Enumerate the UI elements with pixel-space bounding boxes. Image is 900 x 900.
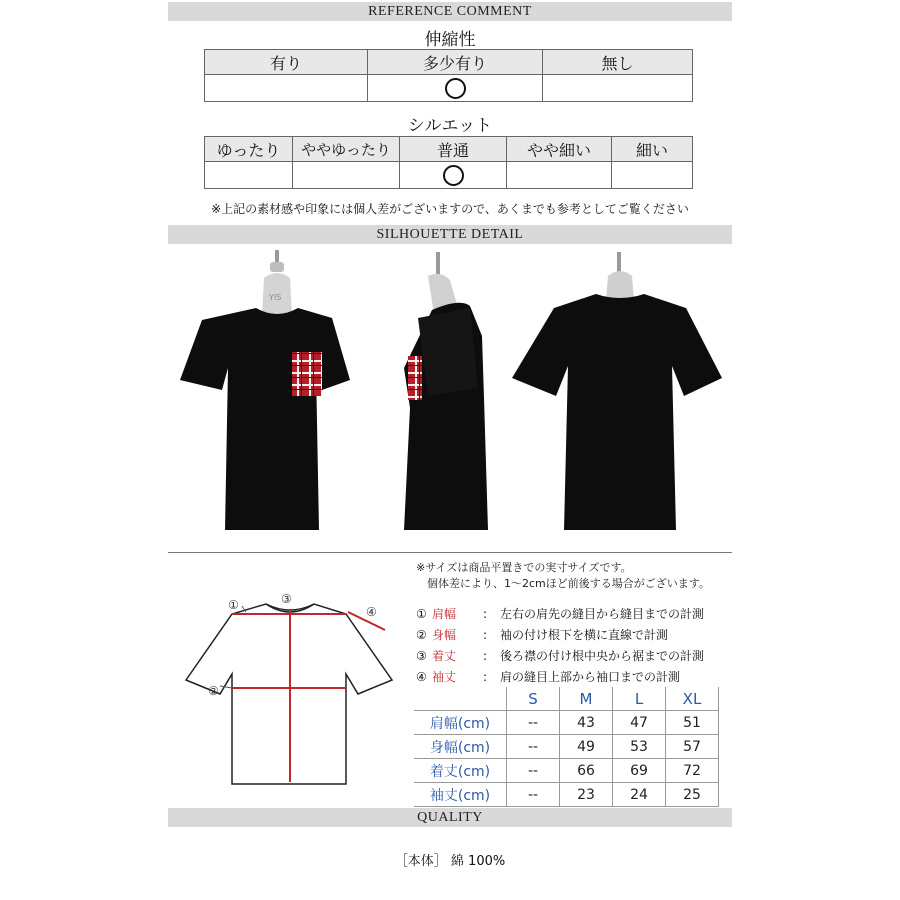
- legend-desc: 肩の縫目上部から袖口までの計測: [500, 670, 681, 684]
- legend-num: ④: [416, 670, 427, 684]
- size-table: [414, 687, 719, 807]
- size-cell: --: [507, 735, 560, 759]
- silhouette-cell: [293, 162, 400, 189]
- legend-desc: 後ろ襟の付け根中央から裾までの計測: [500, 649, 705, 663]
- size-row-label: 袖丈(cm): [414, 783, 507, 807]
- legend-name: 袖丈: [432, 670, 457, 684]
- size-cell: 43: [560, 711, 613, 735]
- size-cell: 23: [560, 783, 613, 807]
- size-cell: --: [507, 711, 560, 735]
- side-view-photo: [398, 248, 508, 548]
- silhouette-option: ややゆったり: [293, 137, 400, 162]
- legend-row: [416, 605, 704, 622]
- stretch-option: 多少有り: [368, 50, 543, 75]
- selected-circle-icon: [443, 165, 464, 186]
- silhouette-cell: [612, 162, 693, 189]
- stretch-table: [204, 49, 693, 102]
- size-col-header: XL: [666, 687, 719, 711]
- legend-row: [416, 647, 704, 664]
- reference-note: ※上記の素材感や印象には個人差がございますので、あくまでも参考としてご覧ください: [211, 202, 689, 216]
- silhouette-option: やや細い: [507, 137, 612, 162]
- size-col-header: M: [560, 687, 613, 711]
- size-cell: 66: [560, 759, 613, 783]
- silhouette-option: 普通: [400, 137, 507, 162]
- size-cell: --: [507, 759, 560, 783]
- size-cell: 51: [666, 711, 719, 735]
- size-cell: 57: [666, 735, 719, 759]
- size-diagram: [180, 590, 410, 805]
- size-note-line2: 個体差により、1〜2cmほど前後する場合がございます。: [427, 577, 710, 590]
- size-cell: 49: [560, 735, 613, 759]
- size-col-header: S: [507, 687, 560, 711]
- legend-sep: :: [482, 607, 488, 621]
- size-cell: 24: [613, 783, 666, 807]
- stretch-cell: [205, 75, 368, 102]
- silhouette-option: ゆったり: [205, 137, 293, 162]
- legend-name: 身幅: [432, 628, 457, 642]
- silhouette-cell: [507, 162, 612, 189]
- diagram-marker-4: ④: [366, 605, 377, 619]
- back-view-photo: [510, 248, 730, 548]
- legend-desc: 左右の肩先の縫目から縫目までの計測: [500, 607, 705, 621]
- legend-name: 肩幅: [432, 607, 457, 621]
- legend-num: ③: [416, 649, 427, 663]
- mannequin-tag: YIS: [269, 293, 282, 302]
- legend-num: ①: [416, 607, 427, 621]
- size-divider: [168, 552, 732, 553]
- size-cell: --: [507, 783, 560, 807]
- legend-name: 着丈: [432, 649, 457, 663]
- size-note-line1: ※サイズは商品平置きでの実寸サイズです。: [416, 561, 632, 574]
- diagram-marker-2: ②: [208, 684, 219, 698]
- legend-num: ②: [416, 628, 427, 642]
- legend-row: [416, 668, 680, 685]
- stretch-option: 有り: [205, 50, 368, 75]
- silhouette-table: [204, 136, 693, 189]
- stretch-cell-selected: [368, 75, 543, 102]
- size-row-label: 身幅(cm): [414, 735, 507, 759]
- size-cell: 53: [613, 735, 666, 759]
- diagram-marker-1: ①: [228, 598, 239, 612]
- silhouette-detail-header: SILHOUETTE DETAIL: [168, 225, 732, 244]
- legend-row: [416, 626, 668, 643]
- size-col-header: L: [613, 687, 666, 711]
- reference-comment-header: REFERENCE COMMENT: [168, 2, 732, 21]
- size-cell: 25: [666, 783, 719, 807]
- size-row-label: 着丈(cm): [414, 759, 507, 783]
- size-cell: 69: [613, 759, 666, 783]
- silhouette-title: シルエット: [407, 116, 493, 136]
- quality-header: QUALITY: [168, 808, 732, 827]
- legend-desc: 袖の付け根下を横に直線で計測: [500, 628, 669, 642]
- silhouette-option: 細い: [612, 137, 693, 162]
- legend-sep: :: [482, 628, 488, 642]
- size-table-corner: [414, 687, 507, 711]
- legend-sep: :: [482, 670, 488, 684]
- silhouette-cell: [205, 162, 293, 189]
- size-row-label: 肩幅(cm): [414, 711, 507, 735]
- size-cell: 72: [666, 759, 719, 783]
- stretch-title: 伸縮性: [424, 30, 476, 50]
- diagram-marker-3: ③: [281, 592, 292, 606]
- size-cell: 47: [613, 711, 666, 735]
- stretch-option: 無し: [543, 50, 693, 75]
- front-view-photo: [172, 248, 362, 548]
- quality-text: ［本体］ 綿 100%: [394, 854, 506, 869]
- selected-circle-icon: [445, 78, 466, 99]
- stretch-cell: [543, 75, 693, 102]
- silhouette-cell-selected: [400, 162, 507, 189]
- legend-sep: :: [482, 649, 488, 663]
